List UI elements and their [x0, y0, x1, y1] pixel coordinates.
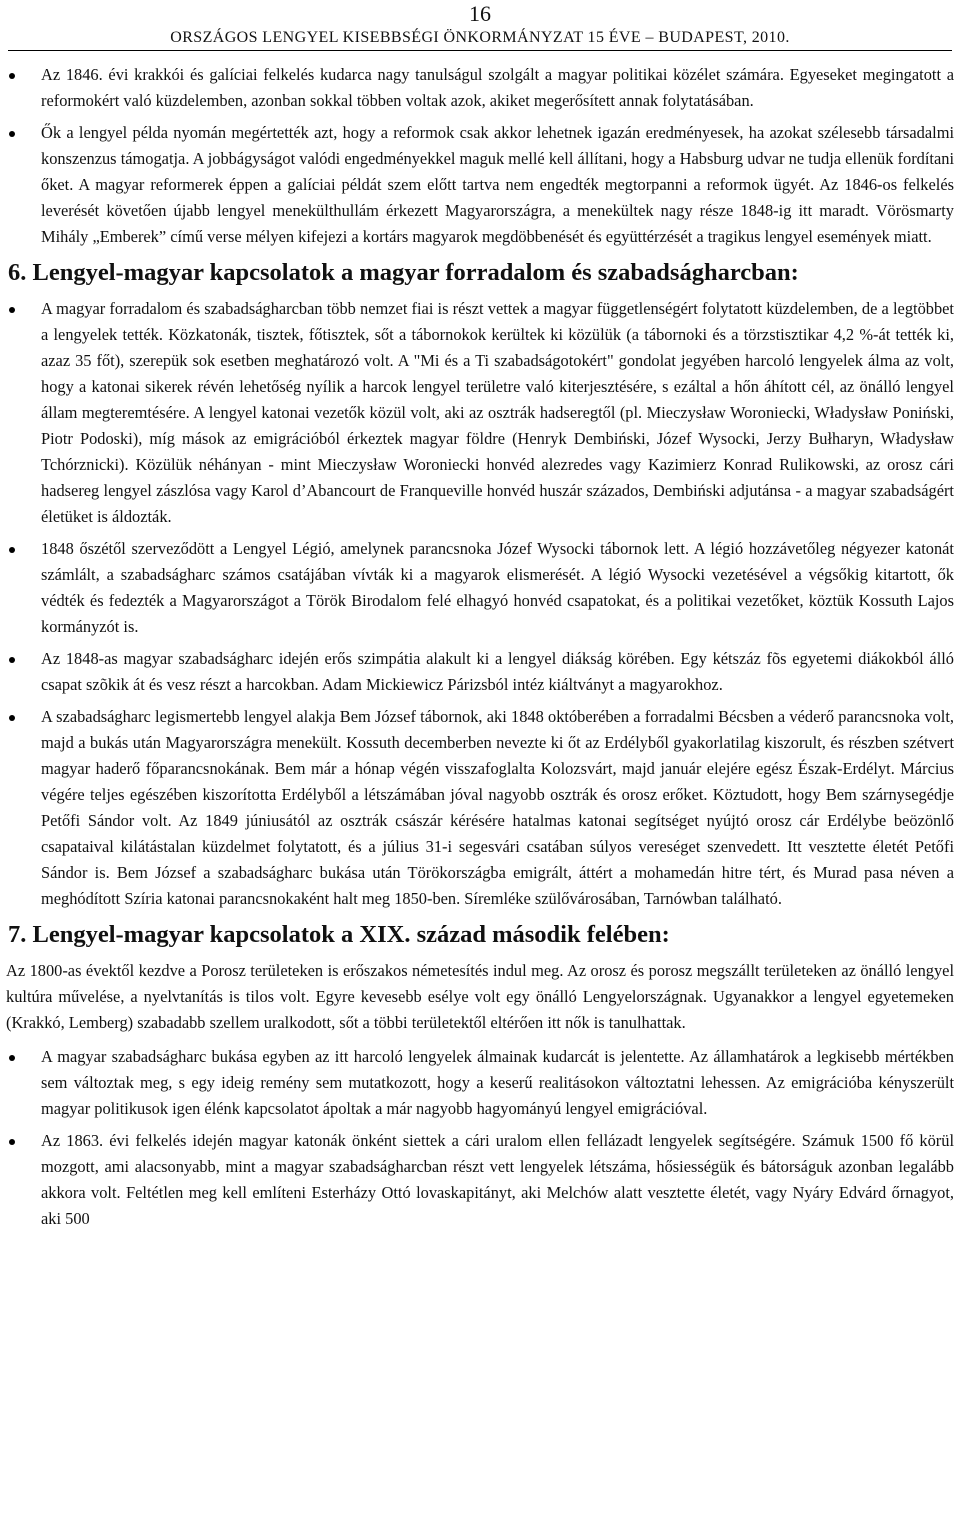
paragraph-text: A magyar szabadságharc bukása egyben az itt harcoló lengyelek álmainak kudarcát is jelentette. Az államhatárok a legkisebb mértékben sem változtak meg, s egy ideig remény sem mutatkozott, hogy a keserű realitásokon változtatni lehessen. Az emigrációba kényszerült magyar politikusok igen élénk kapcsolatot ápoltak a már nagyobb hagyományú lengyel emigrációval. [41, 1047, 954, 1118]
paragraph-text: A szabadságharc legismertebb lengyel alakja Bem József tábornok, aki 1848 októberében a forradalmi Bécsben a véderő parancsnoka volt, majd a bukás után Magyarországra menekült. Kossuth decemberben nevezte ki őt az Erdélyből gyakorlatilag kiszorult, és részben szétvert magyar haderő főparancsnokának. Bem már a hónap végén visszafoglalta Kolozsvárt, majd január elejére egész Észak-Erdélyt. Március végére teljes egészében kiszorította Erdélyből a létszámában jóval nagyobb osztrák és orosz erőket. Köztudott, hogy Bem szárnysegédje Petőfi Sándor volt. Az 1849 júniusától az osztrák császár kérésére hatalmas katonai segítséget nyújtó orosz cár Erdélybe beözönlő csapataival kilátástalan küzdelmet folytatott, és a július 31-i segesvári csatában súlyos vereséget szenvedett. Itt vesztette életét Petőfi Sándor is. Bem József a szabadságharc bukása után Törökországba emigrált, áttért a mohamedán hitre tért, és Murad pasa néven a meghódított Szíria katonai parancsnokaként halt meg 1850-ben. Síremléke szülővárosában, Tarnówban található. [41, 707, 954, 908]
paragraph-text: A magyar forradalom és szabadságharcban több nemzet fiai is részt vettek a magyar függetlenségért folytatott küzdelemben, de a legtöbbet a lengyelek tették. Közkatonák, tisztek, főtisztek, sőt a tábornokok kerültek ki közülük (a tábornoki és a törzstisztikar 4,2 %-át tették ki, azaz 35 főt), szerepük sok esetben meghatározó volt. A "Mi és a Ti szabadságotokért" gondolat jegyében harcoló lengyelek álma az volt, hogy a katonai sikerek révén lehetőség nyílik a harcok lengyel területre való kiterjesztésére, s ezáltal a hőn áhított cél, az önálló lengyel állam megteremtésére. A lengyel katonai vezetők közül volt, aki az osztrák hadseregtől (pl. Mieczysław Woroniecki, Władysław Poniński, Piotr Podoski), míg mások az emigrációból érkeztek magyar földre (Henryk Dembiński, Józef Wysocki, Jerzy Bułharyn, Władysław Tchórznicki). Közülük néhányan - mint Mieczysław Woroniecki honvéd alezredes vagy Kazimierz Konrad Rulikowski, az orosz cári hadsereg lengyel zászlósa vagy Karol d’Abancourt de Franqueville honvéd huszár százados, Dembiński adjutánsa - a magyar szabadságért életüket is áldozták. [41, 299, 954, 526]
section-7-intro: Az 1800-as évektől kezdve a Porosz területeken is erőszakos németesítés indul meg. Az orosz és porosz megszállt területeken az önálló lengyel kultúra művelése, a nyelvtanítás is tilos volt. Egyre kevesebb esélye volt egy önálló Lengyelországnak. Ugyanakkor a lengyel egyetemeken (Krakkó, Lemberg) szabadabb szellem uralkodott, sőt a többi területektől eltérően itt nők is tanulhattak. [6, 961, 954, 1032]
paragraph-text: 1848 őszétől szerveződött a Lengyel Légió, amelynek parancsnoka Józef Wysocki tábornok lett. A légió hozzávetőleg négyezer katonát számlált, a szabadságharc számos csatájában vívták ki a magyarok elismerését. A légió Wysocki vezetésével a végsőkig kitartott, ők védték és fedezték a Magyarországot a Török Birodalom felé elhagyó honvéd csapatokat, és a politikai vezetőket, köztük Kossuth Lajos kormányzót is. [41, 539, 954, 636]
paragraph-text: Az 1848-as magyar szabadságharc idején erős szimpátia alakult ki a lengyel diákság körében. Egy kétszáz fõs egyetemi diákokból álló csapat szõkik át és vesz részt a harcokban. Adam Mickiewicz Párizsból intéz kiáltványt a magyarokhoz. [41, 649, 954, 694]
bullet-icon [9, 1055, 15, 1061]
bullet-icon [9, 131, 15, 137]
list-item [0, 62, 960, 114]
list-item [0, 536, 960, 640]
section-7-bullet-list [0, 1044, 960, 1232]
paragraph-text: Ők a lengyel példa nyomán megértették azt, hogy a reformok csak akkor lehetnek igazán eredményesek, ha azokat szélesebb társadalmi konszenzus támogatja. A jobbágyságot valódi engedményekkel maguk mellé kell állítani, hogy a Habsburg udvar ne tudja ellenük fordítani őket. A magyar reformerek éppen a galíciai példát szem előtt tartva nem engedték megtorpanni a reformok ügyét. Az 1846-os felkelés leverését követően újabb lengyel menekülthullám érkezett Magyarországra, a menekültek nagy része 1848-ig itt maradt. Vörösmarty Mihály „Emberek” című verse mélyen kifejezi a kortárs magyarok megdöbbenését és együttérzését a tragikus lengyel események miatt. [41, 123, 954, 246]
page-content [0, 62, 960, 1238]
running-header: ORSZÁGOS LENGYEL KISEBBSÉGI ÖNKORMÁNYZAT 15 ÉVE – BUDAPEST, 2010. [170, 29, 790, 46]
bullet-icon [9, 307, 15, 313]
page-number: 16 [469, 1, 491, 26]
intro-bullet-list [0, 62, 960, 250]
header-rule [8, 50, 952, 51]
list-item [0, 1044, 960, 1122]
bullet-icon [9, 715, 15, 721]
section-6-heading: 6. Lengyel-magyar kapcsolatok a magyar forradalom és szabadságharcban: [8, 259, 799, 286]
list-item [0, 704, 960, 912]
list-item [0, 296, 960, 530]
bullet-icon [9, 657, 15, 663]
paragraph-text: Az 1863. évi felkelés idején magyar katonák önként siettek a cári uralom ellen fellázadt lengyelek segítségére. Számuk 1500 fő körül mozgott, ami alacsonyabb, mint a magyar szabadságharcban részt vett lengyelek létszáma, hősiességük és bátorságuk azonban legalább akkora volt. Feltétlen meg kell említeni Esterházy Ottó lovaskapitányt, aki Melchów alatt vesztette életét, vagy Nyáry Edvárd őrnagyot, aki 500 [41, 1131, 954, 1228]
bullet-icon [9, 1139, 15, 1145]
bullet-icon [9, 547, 15, 553]
list-item [0, 1128, 960, 1232]
list-item [0, 120, 960, 250]
list-item [0, 646, 960, 698]
bullet-icon [9, 73, 15, 79]
section-7-heading: 7. Lengyel-magyar kapcsolatok a XIX. század második felében: [8, 921, 670, 948]
section-6-bullet-list [0, 296, 960, 912]
paragraph-text: Az 1846. évi krakkói és galíciai felkelés kudarca nagy tanulságul szolgált a magyar politikai közélet számára. Egyeseket megingatott a reformokért való küzdelemben, azonban sokkal többen voltak azok, akiket megerősített annak folytatásában. [41, 65, 954, 110]
